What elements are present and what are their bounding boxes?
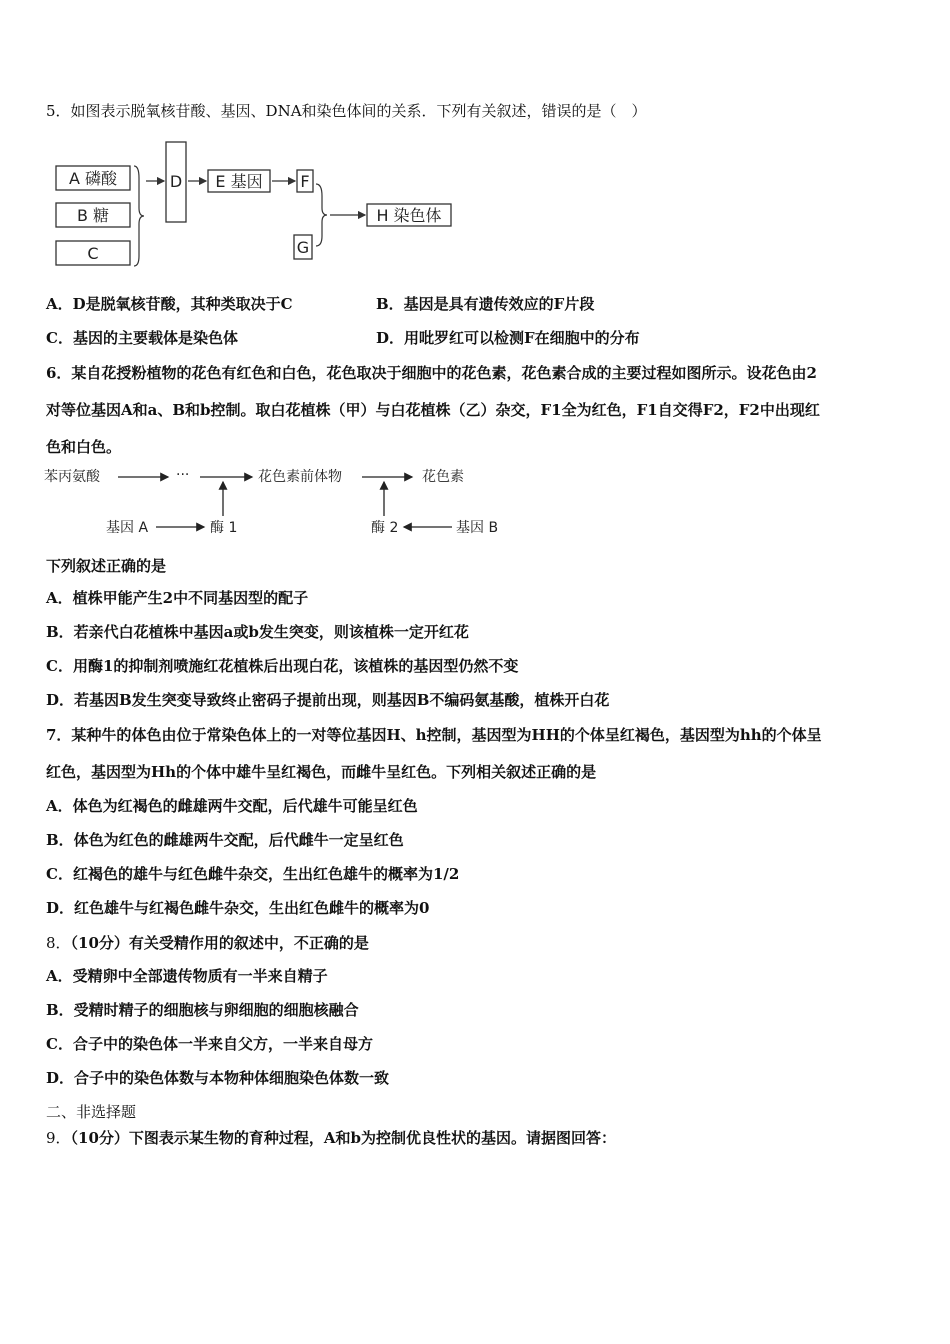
q5-option-c: C．基因的主要载体是染色体 — [46, 329, 238, 347]
box-d-label: D — [169, 172, 183, 191]
box-h-label: H 染色体 — [376, 206, 442, 225]
q8-number: 8． — [46, 934, 71, 952]
box-a-label: A 磷酸 — [68, 169, 118, 188]
label-precursor: 花色素前体物 — [258, 469, 342, 485]
q6-stem-line1: 6．某自花授粉植物的花色有红色和白色，花色取决于细胞中的花色素，花色素合成的主要过程如图所示。设花色由2 — [46, 364, 817, 382]
q8-option-a: A．受精卵中全部遗传物质有一半来自精子 — [46, 967, 328, 985]
q6-option-c: C．用酶1的抑制剂喷施红花植株后出现白花，该植株的基因型仍然不变 — [46, 657, 519, 675]
q7-option-d: D．红色雄牛与红褐色雌牛杂交，生出红色雌牛的概率为0 — [46, 899, 430, 917]
q5-option-d: D．用吡罗红可以检测F在细胞中的分布 — [376, 329, 640, 347]
section-heading: 二、非选择题 — [46, 1103, 137, 1121]
q7-option-a: A．体色为红褐色的雌雄两牛交配，后代雄牛可能呈红色 — [46, 797, 418, 815]
brace-fg — [316, 184, 327, 246]
q6-prompt: 下列叙述正确的是 — [46, 557, 167, 575]
q8-stem-row — [46, 933, 369, 953]
q6-option-a: A．植株甲能产生2中不同基因型的配子 — [46, 589, 309, 607]
q6-option-d: D．若基因B发生突变导致终止密码子提前出现，则基因B不编码氨基酸，植株开白花 — [46, 691, 610, 709]
q5-diagram — [50, 138, 460, 274]
q8-option-b: B．受精时精子的细胞核与卵细胞的细胞核融合 — [46, 1001, 359, 1019]
brace-abc — [134, 166, 144, 266]
label-phenylalanine: 苯丙氨酸 — [44, 469, 100, 485]
box-c-label: C — [87, 244, 99, 263]
q6-stem-line3: 色和白色。 — [46, 438, 122, 456]
q7-option-b: B．体色为红色的雌雄两牛交配，后代雌牛一定呈红色 — [46, 831, 404, 849]
q5-stem: 5．如图表示脱氧核苷酸、基因、DNA和染色体间的关系．下列有关叙述，错误的是（ ） — [46, 102, 647, 120]
box-e-label: E 基因 — [215, 172, 263, 191]
q9-stem: （10分）下图表示某生物的育种过程，A和b为控制优良性状的基因。请据图回答： — [70, 1129, 617, 1147]
box-f-label: F — [300, 172, 310, 191]
q5-option-a: A．D是脱氧核苷酸，其种类取决于C — [46, 295, 293, 313]
label-pigment: 花色素 — [422, 469, 464, 485]
q7-stem-line1: 7．某种牛的体色由位于常染色体上的一对等位基因H、h控制，基因型为HH的个体呈红褐色，基因型为hh的个体呈 — [46, 726, 822, 744]
q8-stem: （10分）有关受精作用的叙述中，不正确的是 — [70, 934, 369, 952]
q6-stem-line2: 对等位基因A和a、B和b控制。取白花植株（甲）与白花植株（乙）杂交，F1全为红色，F1自交得F2，F2中出现红 — [46, 401, 820, 419]
label-enzyme-1: 酶 1 — [210, 520, 238, 536]
q7-option-c: C．红褐色的雄牛与红色雌牛杂交，生出红色雄牛的概率为1/2 — [46, 865, 460, 883]
q5-option-b: B．基因是具有遗传效应的F片段 — [376, 295, 595, 313]
label-gene-b: 基因 B — [456, 520, 499, 536]
q7-stem-line2: 红色，基因型为Hh的个体中雄牛呈红褐色，而雌牛呈红色。下列相关叙述正确的是 — [46, 763, 597, 781]
label-gene-a: 基因 A — [106, 520, 149, 536]
q9-number: 9． — [46, 1129, 71, 1147]
label-enzyme-2: 酶 2 — [371, 520, 399, 536]
q6-pathway-diagram — [40, 462, 520, 544]
q9-stem-row — [46, 1128, 616, 1148]
q8-option-c: C．合子中的染色体一半来自父方，一半来自母方 — [46, 1035, 373, 1053]
box-b-label: B 糖 — [76, 206, 110, 225]
q6-option-b: B．若亲代白花植株中基因a或b发生突变，则该植株一定开红花 — [46, 623, 469, 641]
q8-option-d: D．合子中的染色体数与本物种体细胞染色体数一致 — [46, 1069, 390, 1087]
box-g-label: G — [296, 238, 310, 257]
label-dots: ··· — [176, 467, 190, 483]
